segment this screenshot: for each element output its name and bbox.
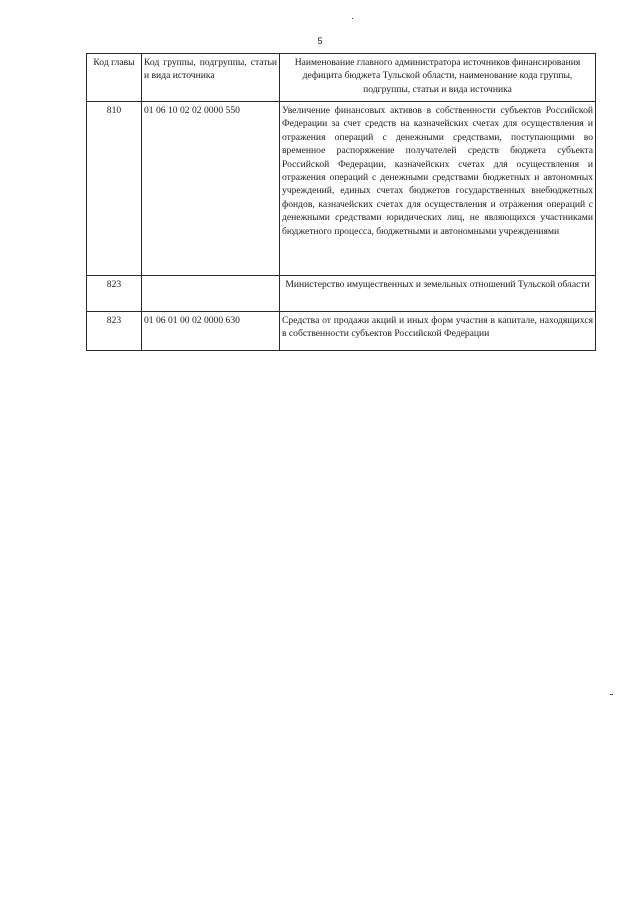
table-row	[87, 312, 596, 351]
table-header-row	[87, 54, 596, 102]
admin-name-cell: Министерство имущественных и земельных отношений Тульской области	[280, 276, 596, 312]
chapter-code-cell: 823	[87, 276, 142, 312]
scan-speck	[352, 18, 353, 19]
chapter-code-cell: 823	[87, 312, 142, 351]
group-code-cell	[142, 276, 280, 312]
table-row	[87, 276, 596, 312]
header-admin-name: Наименование главного администратора источников финансирования дефицита бюджета Тульской области, наименование кода группы, подгруппы, статьи и вида источника	[280, 54, 596, 102]
sources-table	[86, 53, 596, 351]
header-chapter-code: Код главы	[87, 54, 142, 102]
page-number: 5	[317, 36, 323, 46]
chapter-code-cell: 810	[87, 102, 142, 276]
source-name-cell: Увеличение финансовых активов в собственности субъектов Российской Федерации за счет средств на казначейских счетах для осуществления и отражения операций с денежными средствами, поступающими во временное распоряжение получателей средств бюджета субъекта Российской Федерации, казначейских счетах для осуществления и отражения операций с денежными средствами бюджетных и автономных учреждений, единых счетах бюджетов государственных внебюджетных фондов, казначейских счетах для осуществления и отражения операций с денежными средствами юридических лиц, не являющихся участниками бюджетного процесса, бюджетными и автономными учреждениями	[280, 102, 596, 276]
scan-mark	[610, 694, 613, 695]
group-code-cell: 01 06 10 02 02 0000 550	[142, 102, 280, 276]
header-group-code: Код группы, подгруппы, статьи и вида источника	[142, 54, 280, 102]
group-code-cell: 01 06 01 00 02 0000 630	[142, 312, 280, 351]
table-row	[87, 102, 596, 276]
source-name-cell: Средства от продажи акций и иных форм участия в капитале, находящихся в собственности субъектов Российской Федерации	[280, 312, 596, 351]
